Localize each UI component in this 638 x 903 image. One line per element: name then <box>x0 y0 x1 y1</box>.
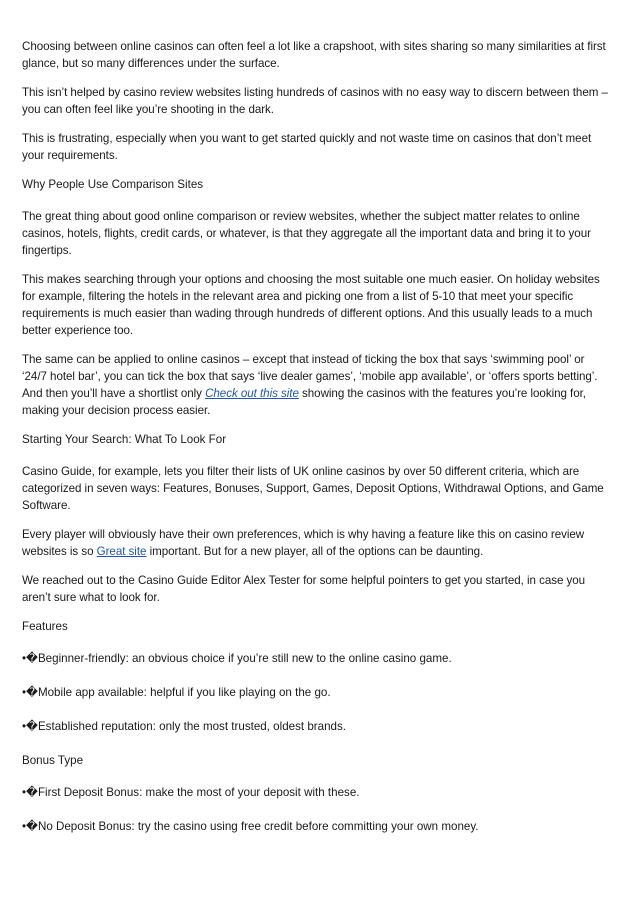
paragraph-text-before-link: The same can be applied to online casinos – except that instead of ticking the box that says ‘swimming pool’ or ‘24/7 hotel bar’, you can tick the box that says ‘live dealer games’, ‘mobile app available’, or ‘offers sports betting’. And then you’ll have a shortlist only <box>22 353 598 400</box>
bullet-first-deposit-bonus: •�First Deposit Bonus: make the most of your deposit with these. <box>22 786 360 799</box>
frustrating-paragraph: This is frustrating, especially when you want to get started quickly and not waste time on casinos that don’t meet your requirements. <box>22 132 592 162</box>
paragraph-text-after-link: showing the casinos with the features you’re looking for, making your decision process easier. <box>22 387 586 417</box>
editor-paragraph: We reached out to the Casino Guide Editor Alex Tester for some helpful pointers to get you started, in case you aren’t sure what to look for. <box>22 574 586 604</box>
comparison-benefits-paragraph: The great thing about good online comparison or review websites, whether the subject matter relates to online casinos, hotels, flights, credit cards, or whatever, is that they aggregate all the important data and bring it to your fingertips. <box>22 210 591 257</box>
online-casinos-paragraph <box>22 351 610 419</box>
section-heading-comparison: Why People Use Comparison Sites <box>22 178 204 191</box>
casino-guide-paragraph: Casino Guide, for example, lets you filter their lists of UK online casinos by over 50 different criteria, which are categorized in seven ways: Features, Bonuses, Support, Games, Deposit Options, Withdrawal Options, and Game Software. <box>22 465 604 512</box>
review-sites-paragraph: This isn’t helped by casino review websites listing hundreds of casinos with no easy way to discern between them – you can often feel like you’re shooting in the dark. <box>22 86 608 116</box>
bullet-beginner-friendly: •�Beginner-friendly: an obvious choice if you’re still new to the online casino game. <box>22 652 452 665</box>
section-heading-search: Starting Your Search: What To Look For <box>22 433 227 446</box>
section-heading-bonus-type: Bonus Type <box>22 754 84 767</box>
bullet-no-deposit-bonus: •�No Deposit Bonus: try the casino using free credit before committing your own money. <box>22 820 479 833</box>
section-heading-features: Features <box>22 620 68 633</box>
great-site-link[interactable]: Great site <box>96 545 147 558</box>
player-preferences-paragraph <box>22 526 610 560</box>
paragraph-text-after-link: important. But for a new player, all of the options can be daunting. <box>146 545 484 558</box>
intro-paragraph: Choosing between online casinos can often feel a lot like a crapshoot, with sites sharing so many similarities at first glance, but so many differences under the surface. <box>22 40 606 70</box>
bullet-mobile-app: •�Mobile app available: helpful if you like playing on the go. <box>22 686 331 699</box>
paragraph-text-before-link: Every player will obviously have their own preferences, which is why having a feature like this on casino review websites is so <box>22 528 585 558</box>
check-out-site-link[interactable]: Check out this site <box>205 387 299 400</box>
holiday-example-paragraph: This makes searching through your options and choosing the most suitable one much easier. On holiday websites for example, filtering the hotels in the relevant area and picking one from a list of 5-10 that meet your specific requirements is much easier than wading through hundreds of different options. And this usually leads to a much better experience too. <box>22 273 600 337</box>
bullet-established-reputation: •�Established reputation: only the most trusted, oldest brands. <box>22 720 347 733</box>
